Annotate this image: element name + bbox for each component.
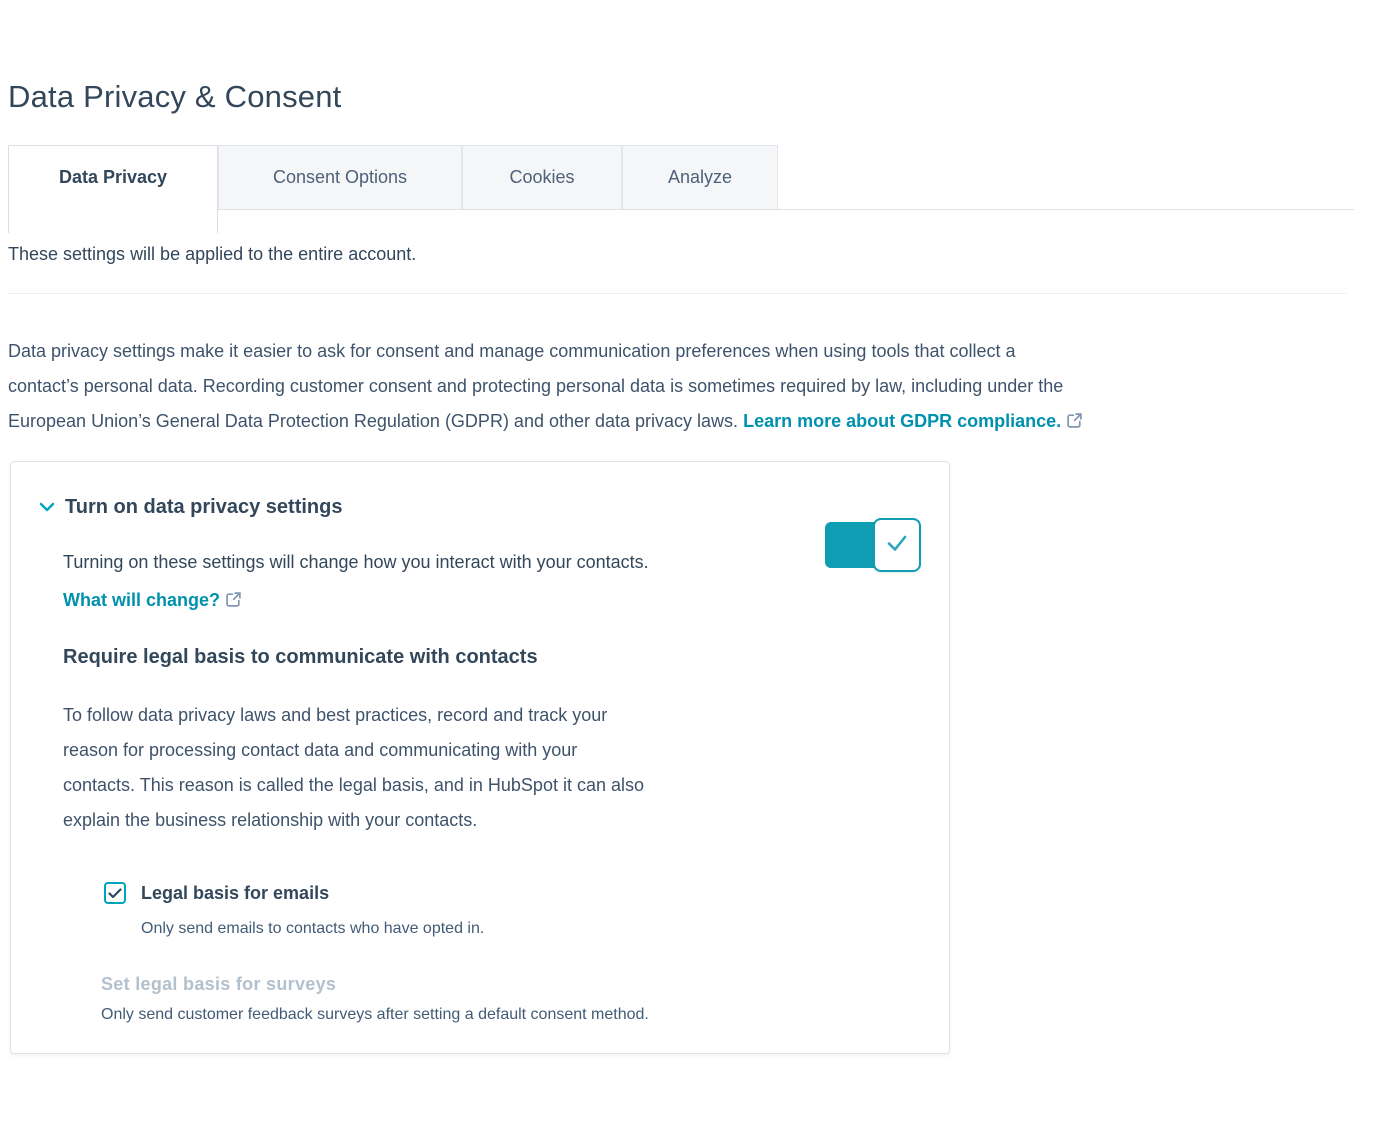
- legal-basis-emails-option: [104, 880, 921, 906]
- data-privacy-card: [10, 461, 950, 1054]
- toggle-knob: [873, 518, 921, 572]
- intro-line: [8, 404, 1377, 441]
- tab-consent-options[interactable]: Consent Options: [218, 145, 462, 209]
- external-link-icon: [225, 592, 242, 612]
- section-divider: [8, 293, 1346, 294]
- privacy-toggle[interactable]: [825, 518, 921, 572]
- data-privacy-settings-page: [0, 80, 1377, 1054]
- toggle-description: Turning on these settings will change how you interact with your contacts.: [63, 552, 649, 572]
- card-title[interactable]: Turn on data privacy settings: [65, 496, 343, 518]
- checkbox-checked-icon[interactable]: [104, 882, 126, 904]
- emails-option-description: Only send emails to contacts who have opted in.: [141, 920, 485, 937]
- page-title: Data Privacy & Consent: [8, 79, 342, 114]
- intro-line-text: European Union’s General Data Protection Regulation (GDPR) and other data privacy laws.: [8, 411, 739, 431]
- surveys-option-description: Only send customer feedback surveys after setting a default consent method.: [101, 1006, 649, 1023]
- gdpr-compliance-link[interactable]: Learn more about GDPR compliance.: [743, 411, 1062, 431]
- paragraph-line: To follow data privacy laws and best practices, record and track your: [63, 705, 608, 725]
- account-scope-note: These settings will be applied to the entire account.: [8, 244, 417, 264]
- tab-analyze[interactable]: Analyze: [622, 145, 778, 209]
- tab-bar: [0, 145, 1377, 233]
- card-header: [39, 494, 921, 520]
- what-will-change-row: [63, 588, 921, 614]
- legal-basis-paragraph: [63, 698, 921, 838]
- emails-option-label: Legal basis for emails: [141, 883, 330, 903]
- intro-paragraph: [8, 334, 1377, 441]
- tab-cookies[interactable]: Cookies: [462, 145, 622, 209]
- intro-line: contact’s personal data. Recording customer consent and protecting personal data is sometimes required by law, including under the: [8, 376, 1064, 396]
- intro-line: Data privacy settings make it easier to ask for consent and manage communication preferences when using tools that collect a: [8, 341, 1016, 361]
- paragraph-line: explain the business relationship with your contacts.: [63, 810, 478, 830]
- paragraph-line: contacts. This reason is called the legal basis, and in HubSpot it can also: [63, 775, 645, 795]
- external-link-icon: [1066, 413, 1083, 433]
- legal-basis-title: Require legal basis to communicate with contacts: [63, 646, 538, 668]
- chevron-down-icon[interactable]: [39, 502, 55, 513]
- what-will-change-link[interactable]: What will change?: [63, 590, 221, 610]
- paragraph-line: reason for processing contact data and communicating with your: [63, 740, 578, 760]
- legal-basis-surveys-option-disabled: Set legal basis for surveys: [101, 974, 337, 994]
- tab-data-privacy[interactable]: Data Privacy: [8, 145, 218, 233]
- toggle-check-icon: [885, 534, 909, 557]
